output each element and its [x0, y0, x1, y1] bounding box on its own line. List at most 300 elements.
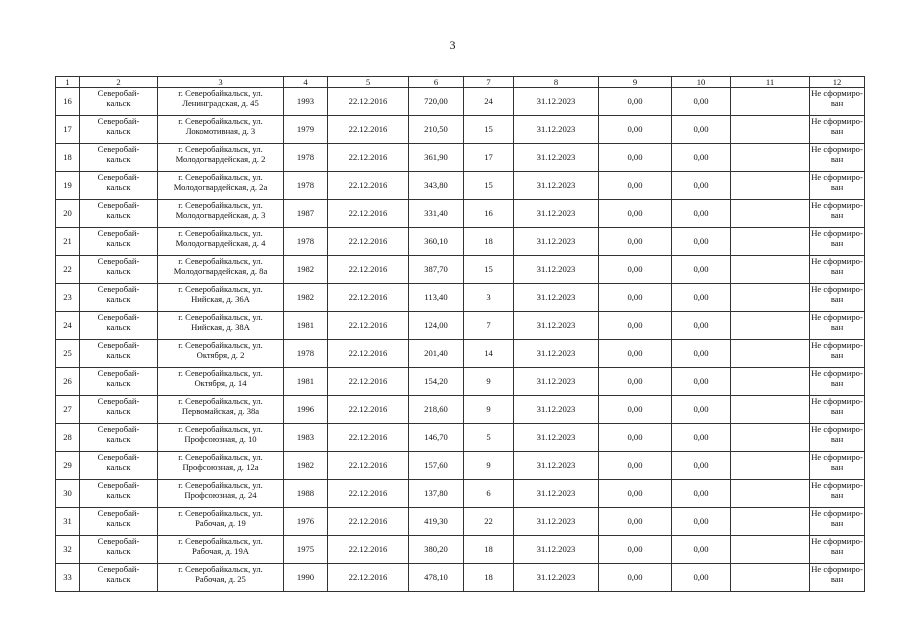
date-cell: 22.12.2016 — [328, 200, 409, 228]
amount-col10-cell: 0,00 — [672, 88, 731, 116]
column-number: 4 — [284, 77, 328, 88]
municipality-cell — [80, 564, 158, 592]
status-line: Не сформиро- — [811, 256, 863, 266]
amount-col10-cell: 0,00 — [672, 284, 731, 312]
date-cell: 22.12.2016 — [328, 536, 409, 564]
amount-col9-cell: 0,00 — [599, 564, 672, 592]
amount-col9-cell: 0,00 — [599, 480, 672, 508]
status-cell — [810, 312, 865, 340]
date-cell: 22.12.2016 — [328, 368, 409, 396]
area-cell: 380,20 — [409, 536, 464, 564]
residents-count-cell: 18 — [464, 536, 514, 564]
date-cell: 22.12.2016 — [328, 284, 409, 312]
date-cell: 22.12.2016 — [328, 144, 409, 172]
municipality-line: кальск — [106, 293, 131, 304]
status-line: Не сформиро- — [811, 116, 863, 126]
table-row — [56, 424, 865, 452]
row-number-cell: 24 — [56, 312, 80, 340]
area-cell: 154,20 — [409, 368, 464, 396]
amount-col10-cell: 0,00 — [672, 256, 731, 284]
municipality-line: кальск — [106, 209, 131, 220]
municipality-cell — [80, 424, 158, 452]
address-line: г. Северобайкальск, ул. — [178, 172, 263, 182]
address-line: г. Северобайкальск, ул. — [178, 144, 263, 154]
year-built-cell: 1996 — [284, 396, 328, 424]
municipality-line: Северобай- — [97, 564, 140, 574]
residents-count-cell: 16 — [464, 200, 514, 228]
table-row — [56, 144, 865, 172]
table-row — [56, 312, 865, 340]
address-line: Нийская, д. 36А — [191, 293, 250, 304]
address-cell — [158, 396, 284, 424]
area-cell: 137,80 — [409, 480, 464, 508]
deadline-cell: 31.12.2023 — [514, 312, 599, 340]
municipality-cell — [80, 480, 158, 508]
amount-col10-cell: 0,00 — [672, 424, 731, 452]
status-cell — [810, 200, 865, 228]
address-line: Рабочая, д. 19 — [195, 517, 246, 528]
amount-col10-cell: 0,00 — [672, 312, 731, 340]
address-cell — [158, 88, 284, 116]
amount-col9-cell: 0,00 — [599, 536, 672, 564]
year-built-cell: 1981 — [284, 368, 328, 396]
table-row — [56, 228, 865, 256]
status-line: Не сформиро- — [811, 480, 863, 490]
residents-count-cell: 3 — [464, 284, 514, 312]
address-line: г. Северобайкальск, ул. — [178, 340, 263, 350]
row-number-cell: 22 — [56, 256, 80, 284]
municipality-line: Северобай- — [97, 536, 140, 546]
residents-count-cell: 5 — [464, 424, 514, 452]
amount-col9-cell: 0,00 — [599, 424, 672, 452]
amount-col10-cell: 0,00 — [672, 396, 731, 424]
row-number-cell: 32 — [56, 536, 80, 564]
status-line: ван — [830, 349, 844, 360]
year-built-cell: 1990 — [284, 564, 328, 592]
amount-col9-cell: 0,00 — [599, 144, 672, 172]
deadline-cell: 31.12.2023 — [514, 396, 599, 424]
row-number-cell: 20 — [56, 200, 80, 228]
year-built-cell: 1993 — [284, 88, 328, 116]
residents-count-cell: 24 — [464, 88, 514, 116]
status-cell — [810, 116, 865, 144]
area-cell: 210,50 — [409, 116, 464, 144]
status-cell — [810, 88, 865, 116]
row-number-cell: 18 — [56, 144, 80, 172]
year-built-cell: 1975 — [284, 536, 328, 564]
address-line: г. Северобайкальск, ул. — [178, 116, 263, 126]
status-cell — [810, 368, 865, 396]
amount-col9-cell: 0,00 — [599, 200, 672, 228]
row-number-cell: 30 — [56, 480, 80, 508]
municipality-line: Северобай- — [97, 312, 140, 322]
address-cell — [158, 452, 284, 480]
municipality-cell — [80, 340, 158, 368]
area-cell: 361,90 — [409, 144, 464, 172]
address-line: Молодогвардейская, д. 8а — [173, 265, 268, 276]
municipality-line: Северобай- — [97, 116, 140, 126]
status-line: ван — [830, 517, 844, 528]
table-row — [56, 396, 865, 424]
address-cell — [158, 144, 284, 172]
municipality-line: кальск — [106, 461, 131, 472]
column-number-row — [56, 77, 865, 88]
municipality-line: кальск — [106, 97, 131, 108]
col11-cell — [731, 452, 810, 480]
row-number-cell: 17 — [56, 116, 80, 144]
address-cell — [158, 228, 284, 256]
status-cell — [810, 424, 865, 452]
area-cell: 419,30 — [409, 508, 464, 536]
address-line: г. Северобайкальск, ул. — [178, 564, 263, 574]
amount-col9-cell: 0,00 — [599, 340, 672, 368]
date-cell: 22.12.2016 — [328, 452, 409, 480]
residents-count-cell: 9 — [464, 396, 514, 424]
amount-col9-cell: 0,00 — [599, 228, 672, 256]
municipality-line: кальск — [106, 433, 131, 444]
amount-col9-cell: 0,00 — [599, 88, 672, 116]
column-number: 10 — [672, 77, 731, 88]
col11-cell — [731, 508, 810, 536]
amount-col9-cell: 0,00 — [599, 256, 672, 284]
residents-count-cell: 9 — [464, 452, 514, 480]
municipality-line: Северобай- — [97, 256, 140, 266]
status-cell — [810, 256, 865, 284]
col11-cell — [731, 116, 810, 144]
status-line: Не сформиро- — [811, 144, 863, 154]
residents-count-cell: 18 — [464, 228, 514, 256]
column-number: 2 — [80, 77, 158, 88]
amount-col9-cell: 0,00 — [599, 452, 672, 480]
column-number: 8 — [514, 77, 599, 88]
residents-count-cell: 15 — [464, 116, 514, 144]
residents-count-cell: 9 — [464, 368, 514, 396]
municipality-line: Северобай- — [97, 508, 140, 518]
address-line: г. Северобайкальск, ул. — [178, 200, 263, 210]
table-row — [56, 564, 865, 592]
address-line: Рабочая, д. 25 — [195, 573, 246, 584]
status-line: ван — [830, 433, 844, 444]
row-number-cell: 26 — [56, 368, 80, 396]
status-line: Не сформиро- — [811, 452, 863, 462]
status-line: Не сформиро- — [811, 284, 863, 294]
status-line: Не сформиро- — [811, 508, 863, 518]
address-line: Профсоюзная, д. 10 — [184, 433, 257, 444]
area-cell: 360,10 — [409, 228, 464, 256]
status-line: ван — [830, 265, 844, 276]
status-line: ван — [830, 153, 844, 164]
deadline-cell: 31.12.2023 — [514, 116, 599, 144]
area-cell: 146,70 — [409, 424, 464, 452]
municipality-line: Северобай- — [97, 200, 140, 210]
status-cell — [810, 508, 865, 536]
municipality-cell — [80, 284, 158, 312]
address-line: Молодогвардейская, д. 3 — [175, 209, 266, 220]
municipality-line: кальск — [106, 265, 131, 276]
col11-cell — [731, 228, 810, 256]
status-line: Не сформиро- — [811, 368, 863, 378]
column-number: 5 — [328, 77, 409, 88]
date-cell: 22.12.2016 — [328, 564, 409, 592]
address-line: Локомотивная, д. 3 — [185, 125, 256, 136]
col11-cell — [731, 144, 810, 172]
status-line: ван — [830, 181, 844, 192]
municipality-line: кальск — [106, 545, 131, 556]
status-cell — [810, 396, 865, 424]
col11-cell — [731, 536, 810, 564]
status-line: ван — [830, 461, 844, 472]
municipality-cell — [80, 88, 158, 116]
deadline-cell: 31.12.2023 — [514, 256, 599, 284]
col11-cell — [731, 480, 810, 508]
amount-col10-cell: 0,00 — [672, 368, 731, 396]
deadline-cell: 31.12.2023 — [514, 200, 599, 228]
address-cell — [158, 340, 284, 368]
column-number: 6 — [409, 77, 464, 88]
housing-register-table — [55, 76, 865, 592]
status-line: Не сформиро- — [811, 228, 863, 238]
municipality-line: Северобай- — [97, 228, 140, 238]
address-line: г. Северобайкальск, ул. — [178, 256, 263, 266]
amount-col10-cell: 0,00 — [672, 480, 731, 508]
status-line: ван — [830, 293, 844, 304]
address-line: Профсоюзная, д. 12а — [182, 461, 259, 472]
year-built-cell: 1981 — [284, 312, 328, 340]
row-number-cell: 19 — [56, 172, 80, 200]
date-cell: 22.12.2016 — [328, 228, 409, 256]
amount-col10-cell: 0,00 — [672, 144, 731, 172]
area-cell: 201,40 — [409, 340, 464, 368]
municipality-line: Северобай- — [97, 172, 140, 182]
municipality-line: кальск — [106, 153, 131, 164]
status-cell — [810, 536, 865, 564]
row-number-cell: 21 — [56, 228, 80, 256]
address-cell — [158, 312, 284, 340]
address-line: г. Северобайкальск, ул. — [178, 452, 263, 462]
col11-cell — [731, 396, 810, 424]
date-cell: 22.12.2016 — [328, 424, 409, 452]
municipality-cell — [80, 452, 158, 480]
deadline-cell: 31.12.2023 — [514, 228, 599, 256]
year-built-cell: 1979 — [284, 116, 328, 144]
residents-count-cell: 22 — [464, 508, 514, 536]
municipality-cell — [80, 116, 158, 144]
date-cell: 22.12.2016 — [328, 508, 409, 536]
deadline-cell: 31.12.2023 — [514, 368, 599, 396]
amount-col9-cell: 0,00 — [599, 508, 672, 536]
municipality-line: кальск — [106, 349, 131, 360]
municipality-line: кальск — [106, 237, 131, 248]
residents-count-cell: 14 — [464, 340, 514, 368]
status-line: ван — [830, 573, 844, 584]
amount-col9-cell: 0,00 — [599, 396, 672, 424]
address-line: Октября, д. 14 — [194, 377, 247, 388]
status-cell — [810, 228, 865, 256]
date-cell: 22.12.2016 — [328, 256, 409, 284]
status-line: Не сформиро- — [811, 88, 863, 98]
status-line: ван — [830, 377, 844, 388]
status-cell — [810, 144, 865, 172]
address-line: г. Северобайкальск, ул. — [178, 284, 263, 294]
deadline-cell: 31.12.2023 — [514, 480, 599, 508]
row-number-cell: 25 — [56, 340, 80, 368]
status-line: ван — [830, 237, 844, 248]
table-row — [56, 88, 865, 116]
residents-count-cell: 15 — [464, 256, 514, 284]
status-line: ван — [830, 209, 844, 220]
address-line: г. Северобайкальск, ул. — [178, 480, 263, 490]
residents-count-cell: 18 — [464, 564, 514, 592]
municipality-line: Северобай- — [97, 284, 140, 294]
status-line: ван — [830, 97, 844, 108]
municipality-cell — [80, 228, 158, 256]
table-row — [56, 480, 865, 508]
address-line: г. Северобайкальск, ул. — [178, 368, 263, 378]
amount-col10-cell: 0,00 — [672, 564, 731, 592]
residents-count-cell: 6 — [464, 480, 514, 508]
address-cell — [158, 480, 284, 508]
municipality-line: кальск — [106, 321, 131, 332]
date-cell: 22.12.2016 — [328, 340, 409, 368]
address-line: г. Северобайкальск, ул. — [178, 312, 263, 322]
col11-cell — [731, 200, 810, 228]
status-line: ван — [830, 125, 844, 136]
year-built-cell: 1978 — [284, 228, 328, 256]
table-row — [56, 368, 865, 396]
status-line: Не сформиро- — [811, 396, 863, 406]
address-line: г. Северобайкальск, ул. — [178, 228, 263, 238]
table-row — [56, 284, 865, 312]
col11-cell — [731, 564, 810, 592]
area-cell: 331,40 — [409, 200, 464, 228]
amount-col10-cell: 0,00 — [672, 536, 731, 564]
deadline-cell: 31.12.2023 — [514, 88, 599, 116]
date-cell: 22.12.2016 — [328, 396, 409, 424]
municipality-cell — [80, 536, 158, 564]
row-number-cell: 28 — [56, 424, 80, 452]
column-number: 1 — [56, 77, 80, 88]
address-line: Первомайская, д. 38а — [181, 405, 260, 416]
status-cell — [810, 452, 865, 480]
status-cell — [810, 480, 865, 508]
municipality-line: кальск — [106, 377, 131, 388]
status-line: ван — [830, 489, 844, 500]
municipality-line: Северобай- — [97, 340, 140, 350]
municipality-line: кальск — [106, 405, 131, 416]
address-line: г. Северобайкальск, ул. — [178, 424, 263, 434]
area-cell: 124,00 — [409, 312, 464, 340]
year-built-cell: 1976 — [284, 508, 328, 536]
year-built-cell: 1978 — [284, 340, 328, 368]
year-built-cell: 1982 — [284, 256, 328, 284]
status-line: ван — [830, 321, 844, 332]
address-cell — [158, 116, 284, 144]
table-row — [56, 256, 865, 284]
municipality-line: кальск — [106, 125, 131, 136]
municipality-cell — [80, 396, 158, 424]
row-number-cell: 29 — [56, 452, 80, 480]
date-cell: 22.12.2016 — [328, 480, 409, 508]
address-cell — [158, 564, 284, 592]
year-built-cell: 1978 — [284, 144, 328, 172]
address-cell — [158, 200, 284, 228]
row-number-cell: 16 — [56, 88, 80, 116]
residents-count-cell: 7 — [464, 312, 514, 340]
status-line: Не сформиро- — [811, 200, 863, 210]
year-built-cell: 1987 — [284, 200, 328, 228]
area-cell: 478,10 — [409, 564, 464, 592]
municipality-cell — [80, 256, 158, 284]
municipality-cell — [80, 200, 158, 228]
row-number-cell: 27 — [56, 396, 80, 424]
col11-cell — [731, 284, 810, 312]
municipality-cell — [80, 312, 158, 340]
municipality-line: Северобай- — [97, 88, 140, 98]
date-cell: 22.12.2016 — [328, 312, 409, 340]
col11-cell — [731, 256, 810, 284]
municipality-cell — [80, 368, 158, 396]
status-line: ван — [830, 405, 844, 416]
table-row — [56, 536, 865, 564]
address-line: Молодогвардейская, д. 4 — [175, 237, 266, 248]
col11-cell — [731, 368, 810, 396]
address-cell — [158, 284, 284, 312]
amount-col10-cell: 0,00 — [672, 116, 731, 144]
residents-count-cell: 15 — [464, 172, 514, 200]
address-line: Нийская, д. 38А — [191, 321, 250, 332]
year-built-cell: 1982 — [284, 284, 328, 312]
address-cell — [158, 424, 284, 452]
deadline-cell: 31.12.2023 — [514, 340, 599, 368]
residents-count-cell: 17 — [464, 144, 514, 172]
area-cell: 157,60 — [409, 452, 464, 480]
address-line: Молодогвардейская, д. 2 — [175, 153, 266, 164]
status-cell — [810, 172, 865, 200]
column-number: 12 — [810, 77, 865, 88]
date-cell: 22.12.2016 — [328, 172, 409, 200]
municipality-line: Северобай- — [97, 480, 140, 490]
address-cell — [158, 172, 284, 200]
status-cell — [810, 284, 865, 312]
status-cell — [810, 340, 865, 368]
address-cell — [158, 256, 284, 284]
area-cell: 720,00 — [409, 88, 464, 116]
address-cell — [158, 536, 284, 564]
col11-cell — [731, 88, 810, 116]
status-line: Не сформиро- — [811, 564, 863, 574]
area-cell: 218,60 — [409, 396, 464, 424]
row-number-cell: 23 — [56, 284, 80, 312]
date-cell: 22.12.2016 — [328, 88, 409, 116]
address-line: г. Северобайкальск, ул. — [178, 88, 263, 98]
amount-col9-cell: 0,00 — [599, 284, 672, 312]
row-number-cell: 31 — [56, 508, 80, 536]
municipality-cell — [80, 508, 158, 536]
deadline-cell: 31.12.2023 — [514, 452, 599, 480]
col11-cell — [731, 424, 810, 452]
year-built-cell: 1983 — [284, 424, 328, 452]
amount-col9-cell: 0,00 — [599, 368, 672, 396]
municipality-line: кальск — [106, 573, 131, 584]
address-line: Молодогвардейская, д. 2а — [173, 181, 268, 192]
column-number: 3 — [158, 77, 284, 88]
amount-col9-cell: 0,00 — [599, 312, 672, 340]
address-line: г. Северобайкальск, ул. — [178, 536, 263, 546]
deadline-cell: 31.12.2023 — [514, 508, 599, 536]
municipality-line: кальск — [106, 517, 131, 528]
year-built-cell: 1978 — [284, 172, 328, 200]
amount-col10-cell: 0,00 — [672, 200, 731, 228]
